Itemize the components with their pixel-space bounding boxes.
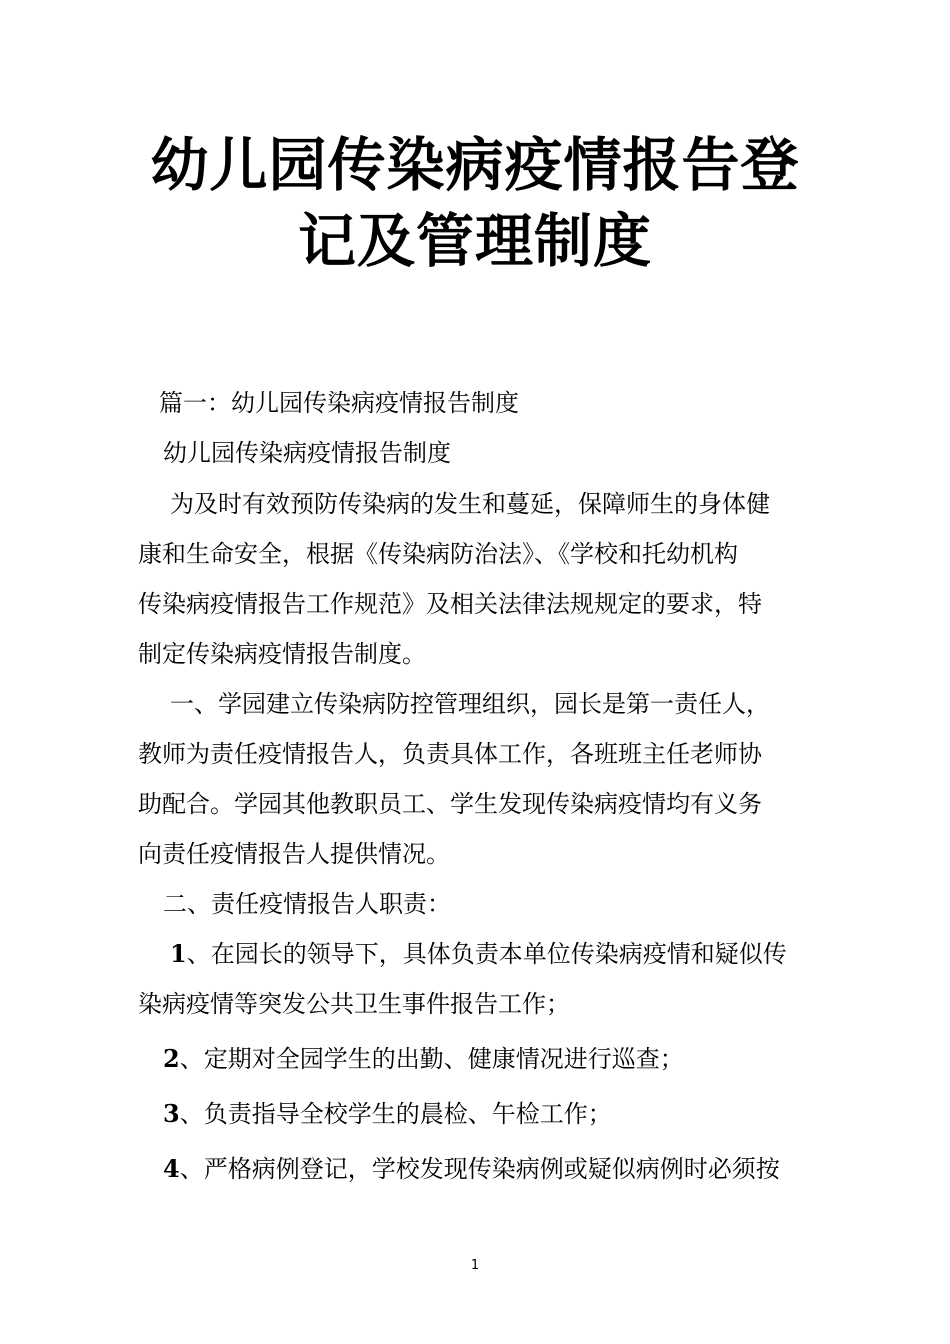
intro-line-3: 传染病疫情报告工作规范》及相关法律法规规定的要求，特 bbox=[138, 590, 762, 618]
item-4 bbox=[163, 1153, 780, 1185]
item-2 bbox=[163, 1043, 684, 1075]
document-title-line-2: 记及管理制度 bbox=[297, 207, 652, 275]
item-3-number: 3 bbox=[163, 1099, 180, 1128]
item-1-text: 、在园长的领导下，具体负责本单位传染病疫情和疑似传 bbox=[186, 940, 787, 968]
item-2-number: 2 bbox=[163, 1044, 180, 1073]
intro-line-2: 康和生命安全，根据《传染病防治法》、《学校和托幼机构 bbox=[138, 540, 738, 568]
subtitle: 幼儿园传染病疫情报告制度 bbox=[163, 439, 451, 467]
item-4-number: 4 bbox=[163, 1154, 180, 1183]
section1-line-2: 教师为责任疫情报告人，负责具体工作，各班班主任老师协 bbox=[138, 740, 762, 768]
section1-line-3: 助配合。学园其他教职员工、学生发现传染病疫情均有义务 bbox=[138, 790, 762, 818]
item-3-text: 、负责指导全校学生的晨检、午检工作； bbox=[179, 1100, 612, 1128]
intro-line-4: 制定传染病疫情报告制度。 bbox=[138, 640, 426, 668]
section1-line-4: 向责任疫情报告人提供情况。 bbox=[138, 840, 450, 868]
section-heading: 篇一：幼儿园传染病疫情报告制度 bbox=[159, 389, 519, 417]
section2-heading: 二、责任疫情报告人职责： bbox=[163, 890, 451, 918]
item-3 bbox=[163, 1098, 612, 1130]
intro-line-1: 为及时有效预防传染病的发生和蔓延，保障师生的身体健 bbox=[170, 490, 770, 518]
item-1-line-2: 染病疫情等突发公共卫生事件报告工作； bbox=[138, 990, 570, 1018]
item-4-text: 、严格病例登记，学校发现传染病例或疑似病例时必须按 bbox=[179, 1155, 780, 1183]
item-1-line-1 bbox=[170, 938, 787, 970]
document-title-line-1: 幼儿园传染病疫情报告登 bbox=[150, 131, 800, 199]
page-number: 1 bbox=[470, 1258, 480, 1273]
section1-line-1: 一、学园建立传染病防控管理组织，园长是第一责任人， bbox=[170, 690, 770, 718]
item-2-text: 、定期对全园学生的出勤、健康情况进行巡查； bbox=[179, 1045, 684, 1073]
item-1-number: 1 bbox=[170, 939, 187, 968]
